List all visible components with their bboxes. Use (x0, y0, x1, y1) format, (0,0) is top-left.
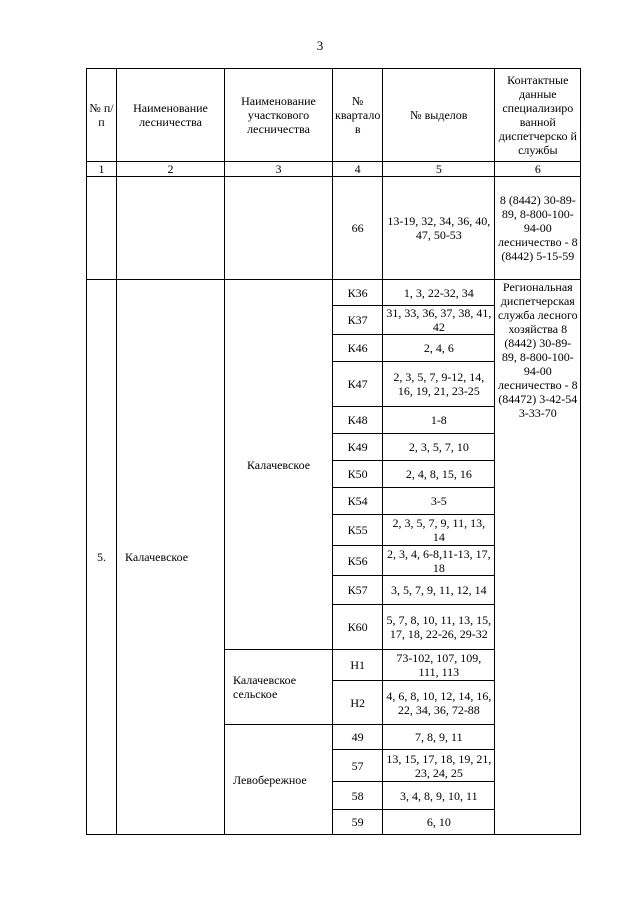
vydely-cell: 2, 3, 5, 7, 9, 11, 13, 14 (383, 515, 495, 546)
header-forestry: Наименование лесничества (117, 69, 225, 162)
district-name: Левобережное (225, 725, 333, 835)
vydely-cell: 7, 8, 9, 11 (383, 725, 495, 750)
vydely-cell: 2, 3, 5, 7, 9-12, 14, 16, 19, 21, 23-25 (383, 362, 495, 407)
kvartal-cell: К55 (333, 515, 383, 546)
column-number: 3 (225, 162, 333, 177)
section-number: 5. (87, 280, 117, 835)
district-name: Калачевское сельское (225, 650, 333, 725)
kvartal-cell: 49 (333, 725, 383, 750)
header-number: № п/п (87, 69, 117, 162)
kvartal-cell: Н1 (333, 650, 383, 681)
district-name: Калачевское (225, 280, 333, 650)
kvartal-cell: 59 (333, 810, 383, 835)
header-district: Наименование участкового лесничества (225, 69, 333, 162)
vydely-cell: 2, 3, 4, 6-8,11-13, 17, 18 (383, 546, 495, 576)
forestry-name: Калачевское (117, 280, 225, 835)
kvartal-cell: К49 (333, 434, 383, 461)
header-vydely: № выделов (383, 69, 495, 162)
kvartal-cell: К36 (333, 280, 383, 306)
page-number: 3 (316, 38, 324, 53)
vydely-cell: 2, 3, 5, 7, 10 (383, 434, 495, 461)
vydely-cell: 2, 4, 6 (383, 335, 495, 362)
header-kvartal: № квартало в (333, 69, 383, 162)
kvartal-cell: К56 (333, 546, 383, 576)
kvartal-cell: 66 (333, 177, 383, 280)
vydely-cell: 73-102, 107, 109, 111, 113 (383, 650, 495, 681)
vydely-cell: 31, 33, 36, 37, 38, 41, 42 (383, 306, 495, 335)
vydely-cell: 5, 7, 8, 10, 11, 13, 15, 17, 18, 22-26, 29-32 (383, 605, 495, 650)
kvartal-cell: К46 (333, 335, 383, 362)
vydely-cell: 1, 3, 22-32, 34 (383, 280, 495, 306)
column-number: 1 (87, 162, 117, 177)
kvartal-cell: К50 (333, 461, 383, 488)
contacts-cell: 8 (8442) 30-89-89, 8-800-100-94-00 лесничество - 8 (8442) 5-15-59 (495, 177, 581, 280)
kvartal-cell: К48 (333, 407, 383, 434)
contacts-cell: Региональная диспетчерская служба лесного хозяйства 8 (8442) 30-89-89, 8-800-100-94-00 лесничество - 8 (84472) 3-42-54 3-33-70 (495, 280, 581, 835)
table-row (87, 280, 581, 306)
vydely-cell: 3-5 (383, 488, 495, 515)
vydely-cell: 3, 4, 8, 9, 10, 11 (383, 782, 495, 810)
column-number: 6 (495, 162, 581, 177)
kvartal-cell: К47 (333, 362, 383, 407)
forestry-table (86, 68, 581, 835)
empty-cell (87, 177, 117, 280)
table-row (87, 177, 581, 280)
vydely-cell: 13-19, 32, 34, 36, 40, 47, 50-53 (383, 177, 495, 280)
empty-cell (225, 177, 333, 280)
vydely-cell: 1-8 (383, 407, 495, 434)
column-number-row (87, 162, 581, 177)
kvartal-cell: К60 (333, 605, 383, 650)
kvartal-cell: К37 (333, 306, 383, 335)
kvartal-cell: Н2 (333, 681, 383, 725)
vydely-cell: 13, 15, 17, 18, 19, 21, 23, 24, 25 (383, 750, 495, 782)
vydely-cell: 4, 6, 8, 10, 12, 14, 16, 22, 34, 36, 72-88 (383, 681, 495, 725)
kvartal-cell: 58 (333, 782, 383, 810)
column-number: 4 (333, 162, 383, 177)
vydely-cell: 2, 4, 8, 15, 16 (383, 461, 495, 488)
header-contacts: Контактные данные специализиро ванной диспетчерско й службы (495, 69, 581, 162)
vydely-cell: 3, 5, 7, 9, 11, 12, 14 (383, 576, 495, 605)
column-number: 5 (383, 162, 495, 177)
kvartal-cell: К57 (333, 576, 383, 605)
column-number: 2 (117, 162, 225, 177)
kvartal-cell: 57 (333, 750, 383, 782)
header-row (87, 69, 581, 162)
vydely-cell: 6, 10 (383, 810, 495, 835)
kvartal-cell: К54 (333, 488, 383, 515)
empty-cell (117, 177, 225, 280)
